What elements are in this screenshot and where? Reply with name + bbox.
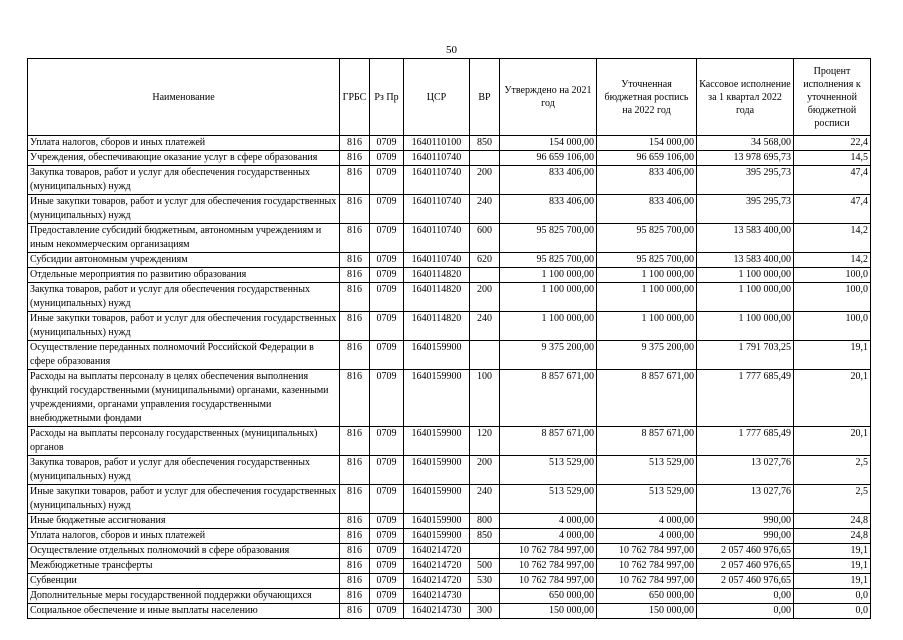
cell-vr: 200 — [470, 283, 500, 312]
cell-executed: 2 057 460 976,65 — [697, 544, 794, 559]
cell-grbs: 816 — [340, 544, 370, 559]
cell-percent: 19,1 — [794, 341, 871, 370]
cell-csr: 1640214730 — [404, 604, 470, 619]
cell-rzpr: 0709 — [370, 224, 404, 253]
cell-approved: 1 100 000,00 — [500, 312, 597, 341]
cell-grbs: 816 — [340, 604, 370, 619]
cell-executed: 0,00 — [697, 604, 794, 619]
table-row — [28, 312, 871, 341]
cell-percent: 47,4 — [794, 195, 871, 224]
table-row — [28, 283, 871, 312]
cell-vr: 850 — [470, 529, 500, 544]
table-row — [28, 589, 871, 604]
table-row — [28, 559, 871, 574]
cell-approved: 8 857 671,00 — [500, 370, 597, 427]
header-executed: Кассовое исполнение за 1 квартал 2022 года — [697, 59, 794, 136]
cell-executed: 13 583 400,00 — [697, 253, 794, 268]
cell-approved: 10 762 784 997,00 — [500, 574, 597, 589]
table-row — [28, 166, 871, 195]
table-row — [28, 224, 871, 253]
cell-percent: 19,1 — [794, 559, 871, 574]
cell-name: Отдельные мероприятия по развитию образования — [28, 268, 340, 283]
cell-rzpr: 0709 — [370, 195, 404, 224]
cell-rzpr: 0709 — [370, 589, 404, 604]
cell-name: Иные закупки товаров, работ и услуг для обеспечения государственных (муниципальных) нужд — [28, 485, 340, 514]
cell-grbs: 816 — [340, 370, 370, 427]
table-row — [28, 514, 871, 529]
cell-executed: 395 295,73 — [697, 166, 794, 195]
header-name: Наименование — [28, 59, 340, 136]
cell-name: Субвенции — [28, 574, 340, 589]
cell-name: Закупка товаров, работ и услуг для обеспечения государственных (муниципальных) нужд — [28, 166, 340, 195]
cell-executed: 13 027,76 — [697, 485, 794, 514]
header-refined: Уточненная бюджетная роспись на 2022 год — [597, 59, 697, 136]
cell-refined: 10 762 784 997,00 — [597, 574, 697, 589]
cell-refined: 833 406,00 — [597, 195, 697, 224]
cell-executed: 1 777 685,49 — [697, 427, 794, 456]
cell-refined: 154 000,00 — [597, 136, 697, 151]
cell-name: Иные закупки товаров, работ и услуг для обеспечения государственных (муниципальных) нужд — [28, 312, 340, 341]
table-row — [28, 151, 871, 166]
cell-approved: 8 857 671,00 — [500, 427, 597, 456]
cell-csr: 1640110740 — [404, 166, 470, 195]
cell-rzpr: 0709 — [370, 427, 404, 456]
cell-approved: 95 825 700,00 — [500, 224, 597, 253]
cell-csr: 1640159900 — [404, 456, 470, 485]
cell-grbs: 816 — [340, 195, 370, 224]
cell-vr — [470, 151, 500, 166]
cell-grbs: 816 — [340, 589, 370, 604]
cell-refined: 833 406,00 — [597, 166, 697, 195]
cell-csr: 1640214730 — [404, 589, 470, 604]
header-csr: ЦСР — [404, 59, 470, 136]
cell-executed: 1 100 000,00 — [697, 268, 794, 283]
cell-executed: 0,00 — [697, 589, 794, 604]
cell-refined: 10 762 784 997,00 — [597, 559, 697, 574]
cell-csr: 1640214720 — [404, 559, 470, 574]
cell-vr: 120 — [470, 427, 500, 456]
cell-rzpr: 0709 — [370, 456, 404, 485]
cell-percent: 20,1 — [794, 427, 871, 456]
cell-approved: 9 375 200,00 — [500, 341, 597, 370]
cell-percent: 100,0 — [794, 268, 871, 283]
cell-vr: 200 — [470, 456, 500, 485]
cell-approved: 150 000,00 — [500, 604, 597, 619]
cell-name: Социальное обеспечение и иные выплаты населению — [28, 604, 340, 619]
cell-vr: 500 — [470, 559, 500, 574]
cell-name: Иные закупки товаров, работ и услуг для обеспечения государственных (муниципальных) нужд — [28, 195, 340, 224]
cell-vr: 300 — [470, 604, 500, 619]
cell-csr: 1640114820 — [404, 283, 470, 312]
table-row — [28, 268, 871, 283]
cell-executed: 395 295,73 — [697, 195, 794, 224]
cell-rzpr: 0709 — [370, 529, 404, 544]
cell-name: Расходы на выплаты персоналу государственных (муниципальных) органов — [28, 427, 340, 456]
cell-grbs: 816 — [340, 224, 370, 253]
table-row — [28, 370, 871, 427]
cell-grbs: 816 — [340, 485, 370, 514]
cell-rzpr: 0709 — [370, 283, 404, 312]
cell-refined: 96 659 106,00 — [597, 151, 697, 166]
cell-approved: 95 825 700,00 — [500, 253, 597, 268]
cell-executed: 34 568,00 — [697, 136, 794, 151]
cell-csr: 1640159900 — [404, 341, 470, 370]
cell-grbs: 816 — [340, 529, 370, 544]
header-rzpr: Рз Пр — [370, 59, 404, 136]
cell-percent: 2,5 — [794, 485, 871, 514]
cell-percent: 14,5 — [794, 151, 871, 166]
cell-grbs: 816 — [340, 514, 370, 529]
table-row — [28, 136, 871, 151]
cell-approved: 10 762 784 997,00 — [500, 559, 597, 574]
cell-grbs: 816 — [340, 166, 370, 195]
cell-percent: 2,5 — [794, 456, 871, 485]
cell-refined: 1 100 000,00 — [597, 268, 697, 283]
cell-executed: 1 100 000,00 — [697, 283, 794, 312]
cell-executed: 13 978 695,73 — [697, 151, 794, 166]
cell-approved: 833 406,00 — [500, 195, 597, 224]
cell-refined: 513 529,00 — [597, 456, 697, 485]
cell-executed: 13 583 400,00 — [697, 224, 794, 253]
table-row — [28, 544, 871, 559]
cell-name: Предоставление субсидий бюджетным, автономным учреждениям и иным некоммерческим организациям — [28, 224, 340, 253]
cell-name: Дополнительные меры государственной поддержки обучающихся — [28, 589, 340, 604]
cell-vr: 240 — [470, 312, 500, 341]
cell-approved: 513 529,00 — [500, 485, 597, 514]
cell-refined: 150 000,00 — [597, 604, 697, 619]
cell-executed: 990,00 — [697, 529, 794, 544]
cell-percent: 47,4 — [794, 166, 871, 195]
cell-grbs: 816 — [340, 559, 370, 574]
cell-refined: 8 857 671,00 — [597, 427, 697, 456]
cell-percent: 0,0 — [794, 604, 871, 619]
cell-vr — [470, 341, 500, 370]
table-row — [28, 604, 871, 619]
cell-percent: 24,8 — [794, 514, 871, 529]
cell-csr: 1640110740 — [404, 151, 470, 166]
cell-vr: 800 — [470, 514, 500, 529]
cell-name: Расходы на выплаты персоналу в целях обеспечения выполнения функций государственными (муниципальными) органами, казенными учреждениями, органами управления государственными внебюджетными фондами — [28, 370, 340, 427]
cell-name: Закупка товаров, работ и услуг для обеспечения государственных (муниципальных) нужд — [28, 456, 340, 485]
cell-percent: 100,0 — [794, 283, 871, 312]
cell-approved: 650 000,00 — [500, 589, 597, 604]
cell-refined: 95 825 700,00 — [597, 224, 697, 253]
cell-rzpr: 0709 — [370, 559, 404, 574]
cell-percent: 19,1 — [794, 574, 871, 589]
cell-name: Уплата налогов, сборов и иных платежей — [28, 529, 340, 544]
cell-rzpr: 0709 — [370, 312, 404, 341]
cell-grbs: 816 — [340, 312, 370, 341]
cell-refined: 4 000,00 — [597, 514, 697, 529]
cell-executed: 990,00 — [697, 514, 794, 529]
cell-name: Осуществление отдельных полномочий в сфере образования — [28, 544, 340, 559]
cell-percent: 19,1 — [794, 544, 871, 559]
cell-name: Межбюджетные трансферты — [28, 559, 340, 574]
cell-executed: 1 791 703,25 — [697, 341, 794, 370]
header-grbs: ГРБС — [340, 59, 370, 136]
cell-refined: 95 825 700,00 — [597, 253, 697, 268]
cell-vr — [470, 268, 500, 283]
cell-csr: 1640114820 — [404, 312, 470, 341]
cell-refined: 1 100 000,00 — [597, 312, 697, 341]
cell-csr: 1640114820 — [404, 268, 470, 283]
cell-rzpr: 0709 — [370, 370, 404, 427]
header-approved: Утверждено на 2021 год — [500, 59, 597, 136]
table-row — [28, 341, 871, 370]
cell-rzpr: 0709 — [370, 574, 404, 589]
header-percent: Процент исполнения к уточненной бюджетной росписи — [794, 59, 871, 136]
cell-approved: 4 000,00 — [500, 529, 597, 544]
cell-executed: 1 777 685,49 — [697, 370, 794, 427]
cell-vr: 600 — [470, 224, 500, 253]
cell-percent: 14,2 — [794, 224, 871, 253]
cell-name: Учреждения, обеспечивающие оказание услуг в сфере образования — [28, 151, 340, 166]
cell-approved: 10 762 784 997,00 — [500, 544, 597, 559]
cell-refined: 10 762 784 997,00 — [597, 544, 697, 559]
cell-name: Закупка товаров, работ и услуг для обеспечения государственных (муниципальных) нужд — [28, 283, 340, 312]
cell-rzpr: 0709 — [370, 604, 404, 619]
cell-vr: 240 — [470, 195, 500, 224]
cell-csr: 1640110740 — [404, 195, 470, 224]
cell-csr: 1640159900 — [404, 370, 470, 427]
table-row — [28, 485, 871, 514]
cell-rzpr: 0709 — [370, 544, 404, 559]
cell-refined: 9 375 200,00 — [597, 341, 697, 370]
cell-grbs: 816 — [340, 283, 370, 312]
cell-percent: 22,4 — [794, 136, 871, 151]
cell-csr: 1640214720 — [404, 574, 470, 589]
cell-percent: 100,0 — [794, 312, 871, 341]
cell-vr: 240 — [470, 485, 500, 514]
cell-csr: 1640110740 — [404, 253, 470, 268]
cell-approved: 4 000,00 — [500, 514, 597, 529]
table-row — [28, 427, 871, 456]
cell-grbs: 816 — [340, 341, 370, 370]
cell-approved: 1 100 000,00 — [500, 268, 597, 283]
cell-csr: 1640110100 — [404, 136, 470, 151]
cell-rzpr: 0709 — [370, 151, 404, 166]
cell-name: Осуществление переданных полномочий Российской Федерации в сфере образования — [28, 341, 340, 370]
cell-csr: 1640214720 — [404, 544, 470, 559]
cell-grbs: 816 — [340, 574, 370, 589]
cell-rzpr: 0709 — [370, 341, 404, 370]
budget-table — [27, 58, 871, 619]
cell-rzpr: 0709 — [370, 253, 404, 268]
cell-refined: 1 100 000,00 — [597, 283, 697, 312]
cell-rzpr: 0709 — [370, 514, 404, 529]
cell-csr: 1640159900 — [404, 514, 470, 529]
cell-approved: 833 406,00 — [500, 166, 597, 195]
cell-grbs: 816 — [340, 253, 370, 268]
cell-grbs: 816 — [340, 151, 370, 166]
cell-csr: 1640159900 — [404, 485, 470, 514]
cell-csr: 1640159900 — [404, 529, 470, 544]
table-row — [28, 529, 871, 544]
header-vr: ВР — [470, 59, 500, 136]
cell-executed: 1 100 000,00 — [697, 312, 794, 341]
cell-rzpr: 0709 — [370, 485, 404, 514]
cell-approved: 154 000,00 — [500, 136, 597, 151]
cell-rzpr: 0709 — [370, 268, 404, 283]
cell-name: Иные бюджетные ассигнования — [28, 514, 340, 529]
cell-percent: 20,1 — [794, 370, 871, 427]
cell-refined: 8 857 671,00 — [597, 370, 697, 427]
cell-vr — [470, 544, 500, 559]
cell-grbs: 816 — [340, 427, 370, 456]
cell-vr: 100 — [470, 370, 500, 427]
cell-percent: 0,0 — [794, 589, 871, 604]
cell-executed: 2 057 460 976,65 — [697, 559, 794, 574]
cell-approved: 1 100 000,00 — [500, 283, 597, 312]
cell-approved: 513 529,00 — [500, 456, 597, 485]
cell-grbs: 816 — [340, 456, 370, 485]
table-row — [28, 195, 871, 224]
table-row — [28, 253, 871, 268]
cell-vr — [470, 589, 500, 604]
cell-rzpr: 0709 — [370, 136, 404, 151]
cell-csr: 1640159900 — [404, 427, 470, 456]
cell-refined: 513 529,00 — [597, 485, 697, 514]
table-body — [28, 136, 871, 619]
cell-vr: 200 — [470, 166, 500, 195]
cell-refined: 4 000,00 — [597, 529, 697, 544]
table-header-row — [28, 59, 871, 136]
table-row — [28, 456, 871, 485]
cell-vr: 530 — [470, 574, 500, 589]
cell-percent: 24,8 — [794, 529, 871, 544]
cell-name: Уплата налогов, сборов и иных платежей — [28, 136, 340, 151]
cell-rzpr: 0709 — [370, 166, 404, 195]
page-number: 50 — [446, 44, 457, 56]
cell-grbs: 816 — [340, 268, 370, 283]
cell-executed: 2 057 460 976,65 — [697, 574, 794, 589]
cell-name: Субсидии автономным учреждениям — [28, 253, 340, 268]
cell-grbs: 816 — [340, 136, 370, 151]
cell-refined: 650 000,00 — [597, 589, 697, 604]
cell-vr: 850 — [470, 136, 500, 151]
cell-csr: 1640110740 — [404, 224, 470, 253]
table-row — [28, 574, 871, 589]
cell-approved: 96 659 106,00 — [500, 151, 597, 166]
cell-vr: 620 — [470, 253, 500, 268]
cell-executed: 13 027,76 — [697, 456, 794, 485]
cell-percent: 14,2 — [794, 253, 871, 268]
